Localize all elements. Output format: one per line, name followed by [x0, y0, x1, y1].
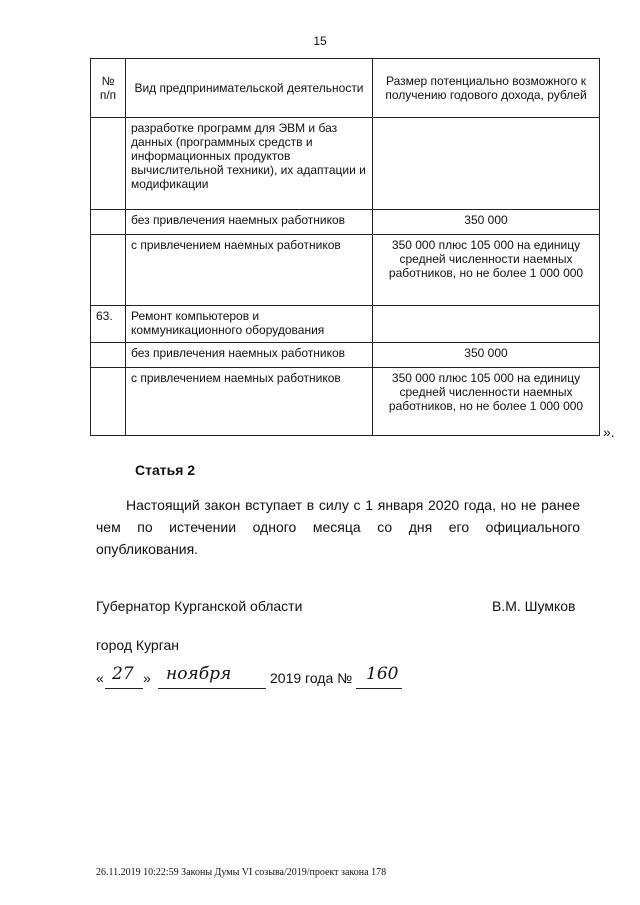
- income-table: [90, 58, 600, 436]
- governor-title: Губернатор Курганской области: [96, 598, 303, 614]
- row-activity: с привлечением наемных работников: [126, 235, 373, 306]
- footer-path: 26.11.2019 10:22:59 Законы Думы VI созыва/2019/проект закона 178: [96, 867, 387, 878]
- row-num: [91, 118, 126, 210]
- date-year-text: 2019 года №: [270, 670, 353, 686]
- number-underline: [356, 688, 402, 689]
- row-num: [91, 343, 126, 368]
- table-row: [91, 118, 600, 210]
- row-num: 63.: [91, 306, 126, 343]
- table-row: [91, 235, 600, 306]
- row-num: [91, 368, 126, 436]
- row-activity: разработке программ для ЭВМ и баз данных (программных средств и информационных продуктов вычислительной техники), их адаптации и модификации: [126, 118, 373, 210]
- row-income: 350 000: [373, 343, 600, 368]
- date-day: 27: [112, 664, 134, 684]
- row-income: [373, 306, 600, 343]
- date-close-quote: »: [143, 670, 151, 686]
- table-row: [91, 210, 600, 235]
- law-number: 160: [366, 664, 399, 684]
- row-income: 350 000 плюс 105 000 на единицу средней численности наемных работников, но не более 1 000 000: [373, 368, 600, 436]
- city: город Курган: [96, 637, 180, 653]
- row-num: [91, 235, 126, 306]
- row-income: [373, 118, 600, 210]
- row-activity: Ремонт компьютеров и коммуникационного оборудования: [126, 306, 373, 343]
- row-activity: без привлечения наемных работников: [126, 343, 373, 368]
- date-month: ноября: [166, 664, 232, 684]
- day-underline: [105, 688, 143, 689]
- row-activity: без привлечения наемных работников: [126, 210, 373, 235]
- table-row: [91, 343, 600, 368]
- governor-name: В.М. Шумков: [492, 598, 576, 614]
- row-num: [91, 210, 126, 235]
- closing-quote: ».: [603, 424, 615, 440]
- header-num: № п/п: [91, 59, 126, 118]
- row-income: 350 000 плюс 105 000 на единицу средней численности наемных работников, но не более 1 000 000: [373, 235, 600, 306]
- page-number: 15: [313, 34, 327, 48]
- row-income: 350 000: [373, 210, 600, 235]
- header-activity: Вид предпринимательской деятельности: [126, 59, 373, 118]
- date-open-quote: «: [96, 670, 104, 686]
- article-text: Настоящий закон вступает в силу с 1 января 2020 года, но не ранее чем по истечении одного месяца со дня его официального опубликования.: [96, 497, 580, 557]
- table-header-row: [91, 59, 600, 118]
- table-row: [91, 306, 600, 343]
- table-row: [91, 368, 600, 436]
- row-activity: с привлечением наемных работников: [126, 368, 373, 436]
- article-title: Статья 2: [135, 462, 196, 478]
- month-underline: [158, 688, 266, 689]
- header-income: Размер потенциально возможного к получению годового дохода, рублей: [373, 59, 600, 118]
